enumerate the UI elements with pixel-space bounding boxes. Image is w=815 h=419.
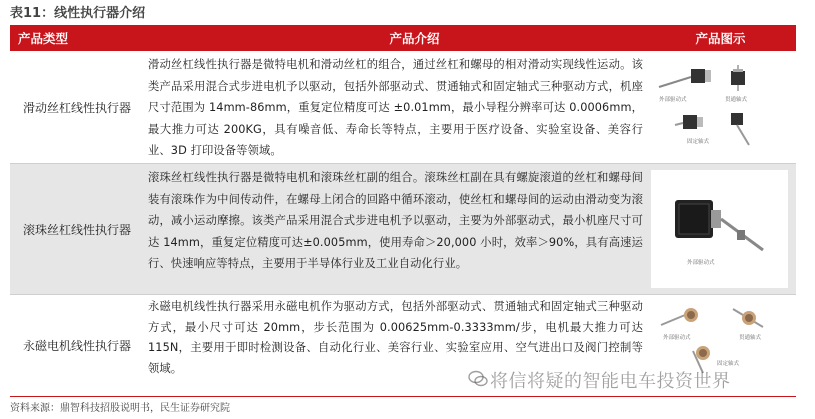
actuator-table [10,25,796,395]
row-images [645,51,796,163]
product-image [651,170,788,288]
table-row [10,163,796,295]
table-header [10,25,796,51]
wechat-icon [468,370,488,387]
image-label: 外部驱动式 [687,260,715,266]
row-intro: 滑动丝杠线性执行器是微特电机和滑动丝杠的组合，通过丝杠和螺母的相对滑动实现线性运动。该类产品采用混合式步进电机予以驱动，包括外部驱动式、贯通轴式和固定轴式三种驱动方式，机座尺寸范围为 14mm-86mm，重复定位精度可达 ±0.01mm，最小导程分辨率可达 0.0006mm，最大推力可达 200KG，具有噪音低、寿命长等特点，主要用于医疗设备、实验室设备、美容行业、3D 打印设备等领域。 [148,58,643,157]
image-label: 贯通轴式 [725,97,748,103]
image-label: 贯通轴式 [739,335,762,341]
image-label: 外部驱动式 [659,97,687,103]
table-row [10,51,796,163]
row-type: 滑动丝杠线性执行器 [22,100,131,115]
row-type: 永磁电机线性执行器 [22,338,131,353]
row-intro: 永磁电机线性执行器采用永磁电机作为驱动方式，包括外部驱动式、贯通轴式和固定轴式三种驱动方式，最小尺寸可达 20mm，步长范围为 0.00625mm-0.3333mm/步，电机最大推力可达 115N，主要用于即时检测设备、自动化行业、美容行业、实验室应用、空气进出口及阀门控制等领域。 [148,300,643,375]
image-label: 外部驱动式 [663,335,691,341]
header-type: 产品类型 [18,31,69,46]
header-intro: 产品介绍 [389,31,440,46]
watermark: 将信将疑的智能电车投资世界 [490,371,731,392]
table-title: 表11：线性执行器介绍 [10,6,146,21]
row-type: 滚珠丝杠线性执行器 [22,222,131,237]
header-images: 产品图示 [695,31,746,46]
product-image [653,61,783,157]
image-label: 固定轴式 [717,361,740,367]
row-intro: 滚珠丝杠线性执行器是微特电机和滚珠丝杠副的组合。滚珠丝杠副在具有螺旋滚道的丝杠和螺母间装有滚珠作为中间传动件，在螺母上闭合的回路中循环滚动，使丝杠和螺母间的运动由滑动变为滚动，减小运动摩擦。该类产品采用混合式步进电机予以驱动，主要为外部驱动式，最小机座尺寸可达 14mm，重复定位精度可达±0.005mm，使用寿命＞20,000 小时，效率＞90%，具有高速运行、快速响应等特点，主要用于半导体行业及工业自动化行业。 [148,171,643,270]
image-label: 固定轴式 [687,139,710,145]
row-images [645,164,796,294]
source-note: 资料来源：鼎智科技招股说明书，民生证券研究院 [10,396,796,419]
